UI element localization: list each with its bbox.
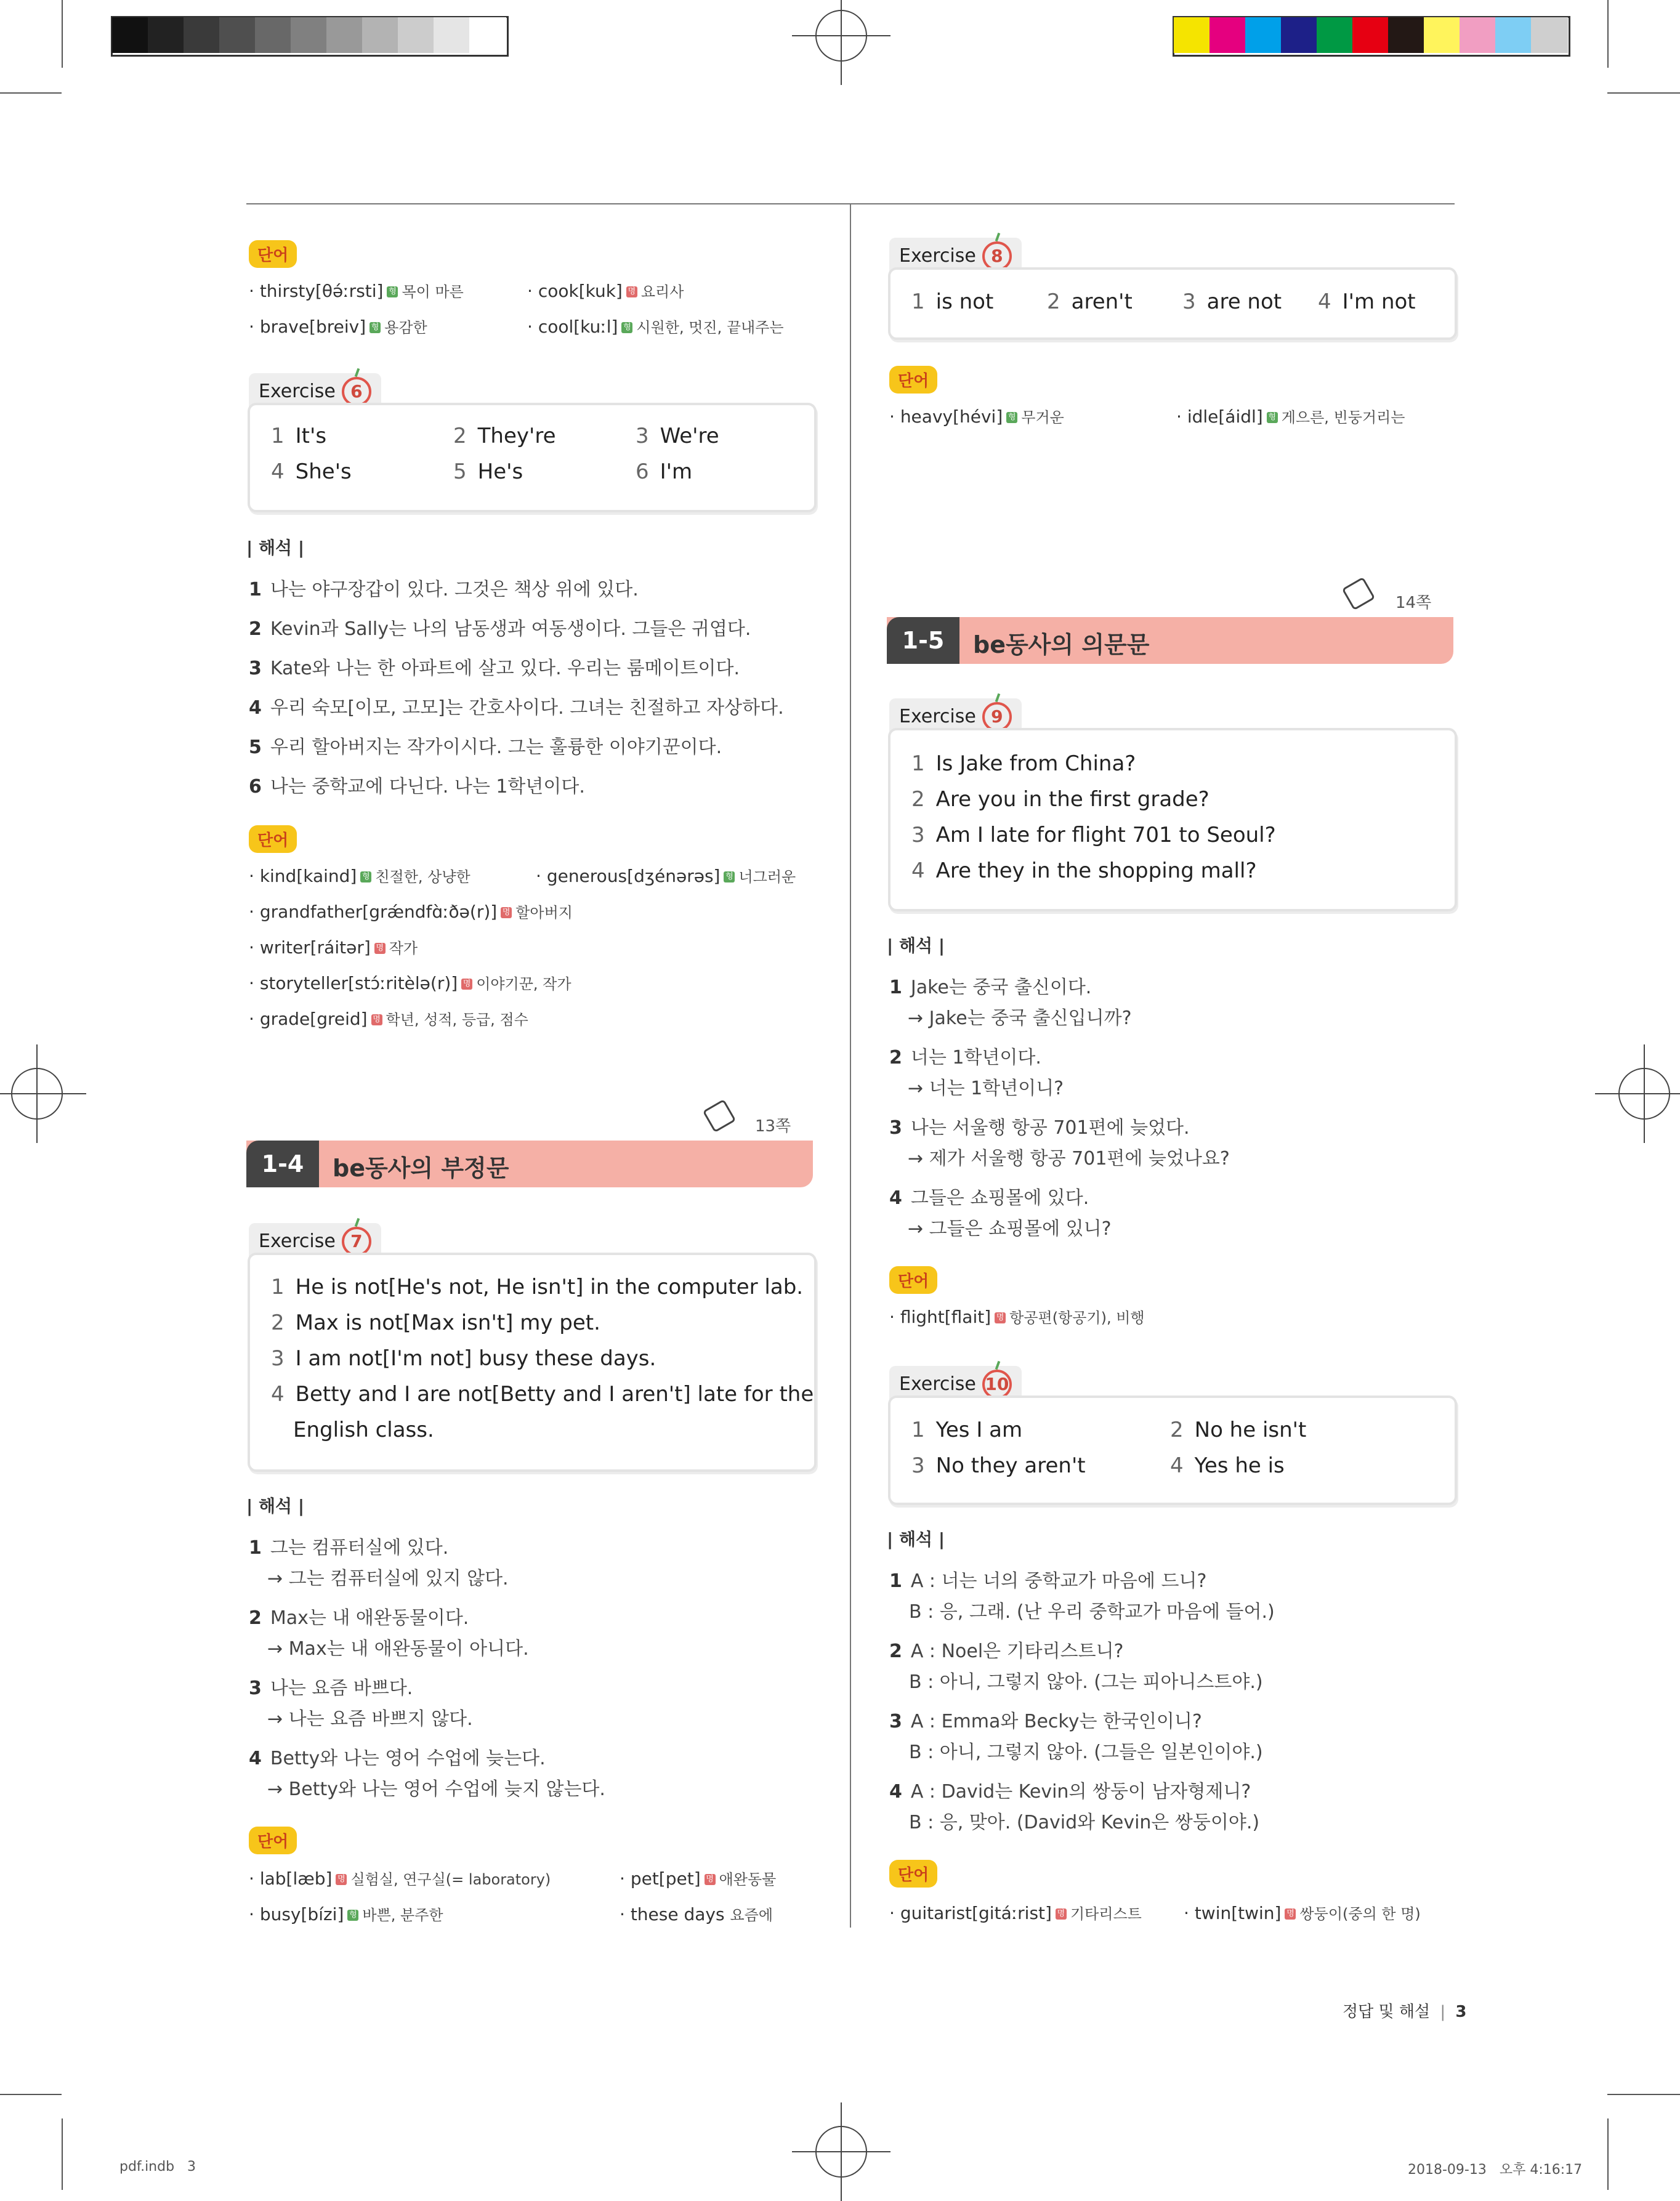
vocab-entry-pet: · pet[pet] 명 애완동물 xyxy=(620,1868,777,1889)
exercise-7-tab: Exercise 7 xyxy=(249,1223,381,1260)
color-swatch xyxy=(1495,17,1532,53)
vocab-entry-cool: · cool[kuːl] 형 시원한, 멋진, 끝내주는 xyxy=(527,317,784,337)
page-number: 3 xyxy=(1455,2003,1467,2021)
section-header-1-4 xyxy=(246,1141,813,1187)
vocab-entry-guitarist: · guitarist[gitáːrist] 명 기타리스트 xyxy=(889,1903,1142,1923)
exercise-number-badge: 8 xyxy=(982,241,1012,271)
translation-line: 1 Jake는 중국 출신이다. xyxy=(889,977,1092,998)
color-swatch xyxy=(434,17,470,53)
section-header-1-5 xyxy=(887,617,1453,664)
translation-line: 2 A : Noel은 기타리스트니? xyxy=(889,1641,1124,1662)
translation-heading: | 해석 | xyxy=(246,1496,305,1516)
translation-line: → Max는 내 애완동물이 아니다. xyxy=(267,1638,529,1660)
color-swatch xyxy=(469,17,506,53)
ex6-answer-2: 2 They're xyxy=(453,424,556,448)
vocab-tag: 단어 xyxy=(889,1860,937,1888)
vocab-entry-writer: · writer[ráitər] 명 작가 xyxy=(249,937,418,958)
page-reference: 14쪽 xyxy=(1395,594,1432,612)
footer-label: 정답 및 해설 xyxy=(1343,2003,1431,2021)
color-swatch xyxy=(1245,17,1282,53)
ex7-answer-4: 4 Betty and I are not[Betty and I aren't] late for the xyxy=(271,1382,814,1407)
color-swatch xyxy=(1424,17,1461,53)
ex10-answer-3: 3 No they aren't xyxy=(911,1453,1086,1478)
registration-mark-bottom xyxy=(815,2126,867,2178)
ex7-answer-2: 2 Max is not[Max isn't] my pet. xyxy=(271,1311,600,1335)
exercise-number-badge: 6 xyxy=(342,377,371,406)
crop-mark xyxy=(1607,2118,1609,2190)
ex9-answer-2: 2 Are you in the first grade? xyxy=(911,787,1210,812)
ex8-answer-3: 3 are not xyxy=(1182,289,1282,314)
exercise-9-tab: Exercise 9 xyxy=(889,698,1022,735)
column-divider xyxy=(850,203,851,1928)
ex10-answer-4: 4 Yes he is xyxy=(1170,1453,1285,1478)
translation-line: 6 나는 중학교에 다닌다. 나는 1학년이다. xyxy=(249,776,585,798)
page-reference-icon xyxy=(1342,577,1376,611)
vocab-tag: 단어 xyxy=(249,240,297,268)
vocab-entry-kind: · kind[kaind] 형 친절한, 상냥한 xyxy=(249,866,470,886)
vocab-entry-idle: · idle[áidl] 형 게으른, 빈둥거리는 xyxy=(1176,406,1405,427)
registration-mark-left xyxy=(11,1068,63,1120)
translation-line: 1 A : 너는 너의 중학교가 마음에 드니? xyxy=(889,1570,1207,1592)
ex8-answer-1: 1 is not xyxy=(911,289,994,314)
ex6-answer-3: 3 We're xyxy=(636,424,719,448)
ex6-answer-4: 4 She's xyxy=(271,459,352,484)
ex7-answer-1: 1 He is not[He's not, He isn't] in the computer lab. xyxy=(271,1275,804,1299)
section-title: be동사의 부정문 xyxy=(333,1155,509,1182)
exercise-6-tab: Exercise 6 xyxy=(249,373,381,410)
translation-line: → 제가 서울행 항공 701편에 늦었나요? xyxy=(908,1148,1230,1169)
vocab-entry-generous: · generous[dʒénərəs] 형 너그러운 xyxy=(536,866,796,886)
vocab-entry-heavy: · heavy[hévi] 형 무거운 xyxy=(889,406,1064,427)
translation-line: → 그는 컴퓨터실에 있지 않다. xyxy=(267,1568,509,1589)
ex6-answer-5: 5 He's xyxy=(453,459,523,484)
exercise-number-badge: 9 xyxy=(982,702,1012,732)
crop-mark xyxy=(1607,2094,1680,2095)
translation-line: → Jake는 중국 출신입니까? xyxy=(908,1008,1132,1029)
translation-line: 4 그들은 쇼핑몰에 있다. xyxy=(889,1187,1089,1209)
registration-mark-right xyxy=(1618,1068,1670,1120)
print-datetime: 2018-09-13 오후 4:16:17 xyxy=(1408,2162,1583,2178)
exercise-6-box xyxy=(248,403,817,512)
translation-line: 2 Max는 내 애완동물이다. xyxy=(249,1607,469,1629)
ex7-answer-3: 3 I am not[I'm not] busy these days. xyxy=(271,1346,656,1371)
exercise-10-box xyxy=(888,1395,1457,1505)
ex8-answer-4: 4 I'm not xyxy=(1318,289,1416,314)
ex6-answer-6: 6 I'm xyxy=(636,459,693,484)
footer-separator: | xyxy=(1440,2003,1446,2021)
color-swatch xyxy=(1210,17,1246,53)
crop-mark xyxy=(62,2118,63,2190)
vocab-entry-these-days: · these days 요즘에 xyxy=(620,1904,773,1924)
crop-mark xyxy=(1607,92,1680,94)
page-reference: 13쪽 xyxy=(755,1117,791,1136)
translation-heading: | 해석 | xyxy=(887,1529,945,1549)
section-number: 1-4 xyxy=(246,1141,319,1187)
ex9-answer-1: 1 Is Jake from China? xyxy=(911,751,1136,776)
translation-line: B : 아니, 그렇지 않아. (그는 피아니스트야.) xyxy=(909,1671,1263,1693)
ex9-answer-4: 4 Are they in the shopping mall? xyxy=(911,858,1257,883)
color-swatch xyxy=(148,17,185,53)
vocab-entry-busy: · busy[bízi] 형 바쁜, 분주한 xyxy=(249,1904,443,1924)
ex7-answer-4-cont: English class. xyxy=(293,1418,434,1442)
color-swatch xyxy=(1281,17,1318,53)
color-swatch xyxy=(362,17,399,53)
exercise-8-tab: Exercise 8 xyxy=(889,238,1022,275)
translation-line: 2 너는 1학년이다. xyxy=(889,1047,1041,1068)
exercise-number-badge: 10 xyxy=(982,1370,1012,1399)
vocab-tag: 단어 xyxy=(249,825,297,853)
translation-line: B : 응, 맞아. (David와 Kevin은 쌍둥이야.) xyxy=(909,1812,1260,1833)
vocab-entry-grandfather: · grandfather[grǽndfɑ̀ːðə(r)] 명 할아버지 xyxy=(249,902,573,922)
crop-mark xyxy=(1607,0,1609,68)
color-swatch xyxy=(1388,17,1425,53)
translation-heading: | 해석 | xyxy=(246,538,305,558)
exercise-number-badge: 7 xyxy=(342,1227,371,1256)
color-swatch xyxy=(184,17,220,53)
color-swatch xyxy=(1531,17,1568,53)
crop-mark xyxy=(0,2094,62,2095)
translation-line: 1 나는 야구장갑이 있다. 그것은 책상 위에 있다. xyxy=(249,579,639,600)
ex9-answer-3: 3 Am I late for flight 701 to Seoul? xyxy=(911,823,1276,847)
vocab-tag: 단어 xyxy=(889,1266,937,1294)
translation-line: → Betty와 나는 영어 수업에 늦지 않는다. xyxy=(267,1779,605,1800)
translation-line: → 그들은 쇼핑몰에 있니? xyxy=(908,1218,1112,1240)
section-number: 1-5 xyxy=(887,617,959,664)
ex6-answer-1: 1 It's xyxy=(271,424,327,448)
translation-heading: | 해석 | xyxy=(887,935,945,956)
vocab-entry-lab: · lab[læb] 명 실험실, 연구실(= laboratory) xyxy=(249,1868,551,1889)
vocab-entry-grade: · grade[greid] 명 학년, 성적, 등급, 점수 xyxy=(249,1009,528,1029)
translation-line: 5 우리 할아버지는 작가이시다. 그는 훌륭한 이야기꾼이다. xyxy=(249,737,722,758)
translation-line: 2 Kevin과 Sally는 나의 남동생과 여동생이다. 그들은 귀엽다. xyxy=(249,618,751,640)
page-footer xyxy=(1343,1999,1467,2022)
color-swatch xyxy=(1352,17,1389,53)
vocab-entry-storyteller: · storyteller[stɔ́ːritèlə(r)] 명 이야기꾼, 작가 xyxy=(249,973,571,993)
ex10-answer-2: 2 No he isn't xyxy=(1170,1418,1307,1442)
translation-line: 3 나는 서울행 항공 701편에 늦었다. xyxy=(889,1117,1190,1139)
exercise-10-tab: Exercise 10 xyxy=(889,1366,1022,1403)
translation-line: 1 그는 컴퓨터실에 있다. xyxy=(249,1537,449,1559)
translation-line: → 나는 요즘 바쁘지 않다. xyxy=(267,1708,473,1730)
vocab-tag: 단어 xyxy=(249,1827,297,1854)
color-swatch xyxy=(1174,17,1211,53)
vocab-entry-flight: · flight[flait] 명 항공편(항공기), 비행 xyxy=(889,1307,1145,1327)
ex10-answer-1: 1 Yes I am xyxy=(911,1418,1023,1442)
crop-mark xyxy=(0,92,62,94)
page-reference-icon xyxy=(703,1099,737,1133)
translation-line: B : 아니, 그렇지 않아. (그들은 일본인이야.) xyxy=(909,1742,1263,1763)
vocab-entry-thirsty: · thirsty[θə́ːrsti] 형 목이 마른 xyxy=(249,281,464,301)
translation-line: 4 Betty와 나는 영어 수업에 늦는다. xyxy=(249,1748,546,1769)
file-slug: pdf.indb 3 xyxy=(119,2159,196,2175)
ex8-answer-2: 2 aren't xyxy=(1047,289,1133,314)
color-swatch xyxy=(398,17,435,53)
translation-line: 3 A : Emma와 Becky는 한국인이니? xyxy=(889,1711,1202,1732)
color-swatch xyxy=(1460,17,1496,53)
color-swatch xyxy=(112,17,149,53)
registration-mark-top xyxy=(815,10,867,62)
translation-line: → 너는 1학년이니? xyxy=(908,1078,1064,1099)
translation-line: 3 나는 요즘 바쁘다. xyxy=(249,1678,413,1699)
vocab-tag: 단어 xyxy=(889,366,937,394)
vocab-entry-cook: · cook[kuk] 명 요리사 xyxy=(527,281,684,301)
color-swatch xyxy=(326,17,363,53)
vocab-entry-brave: · brave[breiv] 형 용감한 xyxy=(249,317,427,337)
color-swatch xyxy=(255,17,292,53)
translation-line: B : 응, 그래. (난 우리 중학교가 마음에 들어.) xyxy=(909,1601,1275,1623)
translation-line: 3 Kate와 나는 한 아파트에 살고 있다. 우리는 룸메이트이다. xyxy=(249,658,740,679)
color-swatch xyxy=(219,17,256,53)
vocab-entry-twin: · twin[twin] 명 쌍둥이(중의 한 명) xyxy=(1184,1903,1421,1923)
crop-mark xyxy=(62,0,63,68)
color-swatch xyxy=(1317,17,1354,53)
translation-line: 4 A : David는 Kevin의 쌍둥이 남자형제니? xyxy=(889,1781,1251,1803)
translation-line: 4 우리 숙모[이모, 고모]는 간호사이다. 그녀는 친절하고 자상하다. xyxy=(249,697,784,719)
color-swatch xyxy=(291,17,328,53)
section-title: be동사의 의문문 xyxy=(973,631,1150,658)
